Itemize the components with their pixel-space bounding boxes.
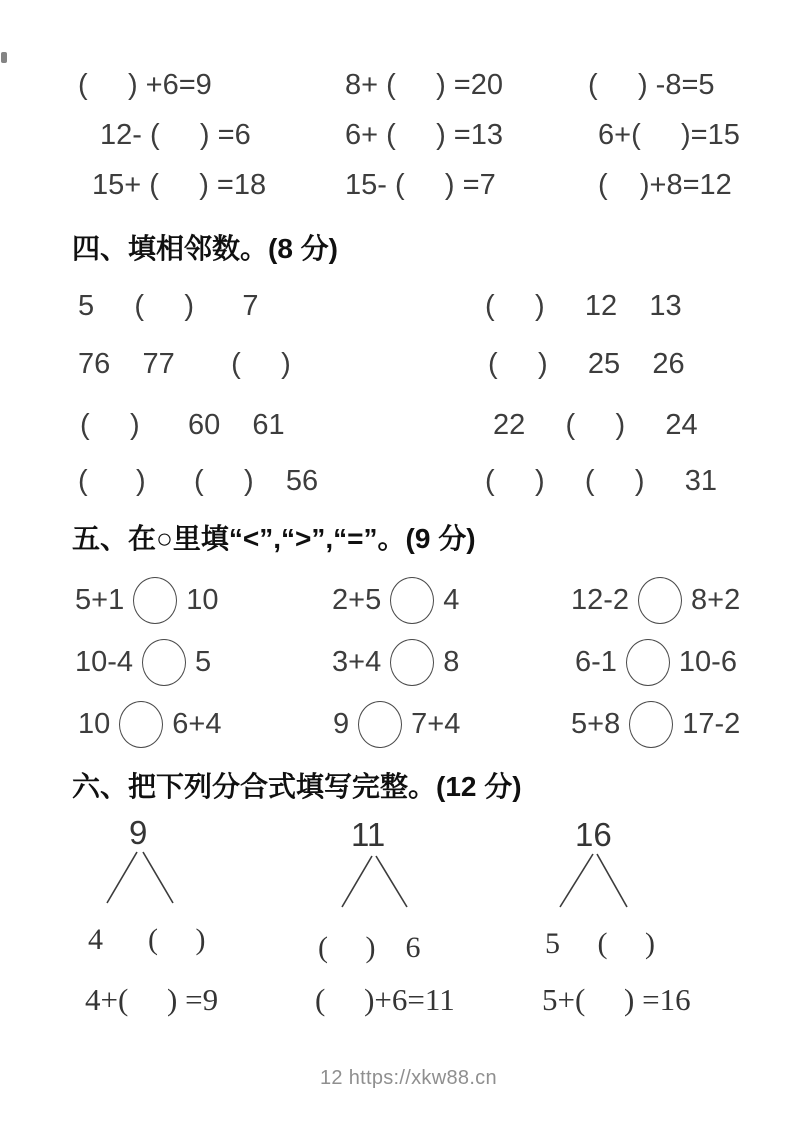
adjacent-numbers-right: ( ) 25 26 xyxy=(488,348,685,380)
right-expression: 10 xyxy=(186,584,219,616)
tree-bottom-labels: ( ) 6 xyxy=(318,931,421,964)
adjacent-numbers-left: 76 77 ( ) xyxy=(78,348,291,380)
decomposition-equation: ( )+6=11 xyxy=(315,982,455,1017)
comparison-problem xyxy=(332,577,459,624)
right-expression: 6+4 xyxy=(172,708,222,740)
right-expression: 8 xyxy=(443,646,460,678)
adjacent-numbers-right: ( ) ( ) 31 xyxy=(485,465,718,497)
right-expression: 8+2 xyxy=(691,584,741,616)
right-expression: 4 xyxy=(443,584,460,616)
comparison-problem xyxy=(332,639,459,686)
scan-artifact xyxy=(1,52,7,63)
adjacent-numbers-left: ( ) 60 61 xyxy=(80,409,285,441)
section6-title: 六、把下列分合式填写完整。(12 分) xyxy=(72,771,522,802)
comparison-circle xyxy=(133,577,177,624)
left-expression: 3+4 xyxy=(332,646,382,678)
comparison-problem xyxy=(571,577,740,624)
page-footer: 12 https://xkw88.cn xyxy=(320,1067,497,1089)
comparison-problem xyxy=(75,639,211,686)
fill-blank-equation: 8+ ( ) =20 xyxy=(345,69,503,101)
comparison-problem xyxy=(571,701,740,748)
tree-top-number: 9 xyxy=(129,814,148,851)
tree-branches xyxy=(335,850,415,912)
right-expression: 7+4 xyxy=(411,708,461,740)
decomposition-equation: 5+( ) =16 xyxy=(542,982,691,1017)
comparison-circle xyxy=(626,639,670,686)
fill-blank-equation: 15+ ( ) =18 xyxy=(92,169,267,201)
fill-blank-equation: 15- ( ) =7 xyxy=(345,169,496,201)
fill-blank-equation: 6+ ( ) =13 xyxy=(345,119,503,151)
comparison-circle xyxy=(638,577,682,624)
right-expression: 5 xyxy=(195,646,212,678)
tree-branches xyxy=(552,848,636,912)
fill-blank-equation: ( ) -8=5 xyxy=(588,69,715,101)
comparison-circle xyxy=(142,639,186,686)
comparison-circle xyxy=(119,701,163,748)
fill-blank-equation: ( ) +6=9 xyxy=(78,69,212,101)
adjacent-numbers-left: ( ) ( ) 56 xyxy=(78,465,319,497)
adjacent-numbers-right: ( ) 12 13 xyxy=(485,290,682,322)
left-expression: 9 xyxy=(333,708,350,740)
comparison-circle xyxy=(390,577,434,624)
tree-top-number: 16 xyxy=(575,816,612,853)
fill-blank-equation: 12- ( ) =6 xyxy=(100,119,251,151)
right-expression: 10-6 xyxy=(678,646,737,678)
left-expression: 2+5 xyxy=(332,584,382,616)
fill-blank-equation: 6+( )=15 xyxy=(598,119,740,151)
fill-blank-equation: ( )+8=12 xyxy=(598,169,732,201)
comparison-circle xyxy=(390,639,434,686)
comparison-circle xyxy=(629,701,673,748)
comparison-problem xyxy=(78,701,221,748)
comparison-problem xyxy=(333,701,460,748)
left-expression: 10-4 xyxy=(75,646,134,678)
adjacent-numbers-right: 22 ( ) 24 xyxy=(493,409,698,441)
tree-bottom-labels: 5 ( ) xyxy=(545,927,655,960)
left-expression: 10 xyxy=(78,708,111,740)
left-expression: 5+8 xyxy=(571,708,621,740)
section5-title: 五、在○里填“<”,“>”,“=”。(9 分) xyxy=(72,523,476,554)
tree-bottom-labels: 4 ( ) xyxy=(88,923,206,956)
comparison-problem xyxy=(575,639,737,686)
comparison-problem xyxy=(75,577,218,624)
tree-branches xyxy=(90,848,180,908)
left-expression: 12-2 xyxy=(571,584,630,616)
tree-top-number: 11 xyxy=(351,816,386,853)
section4-title: 四、填相邻数。(8 分) xyxy=(72,233,339,264)
left-expression: 6-1 xyxy=(575,646,617,678)
left-expression: 5+1 xyxy=(75,584,125,616)
comparison-circle xyxy=(358,701,402,748)
right-expression: 17-2 xyxy=(682,708,741,740)
decomposition-equation: 4+( ) =9 xyxy=(85,982,219,1017)
adjacent-numbers-left: 5 ( ) 7 xyxy=(78,290,259,322)
